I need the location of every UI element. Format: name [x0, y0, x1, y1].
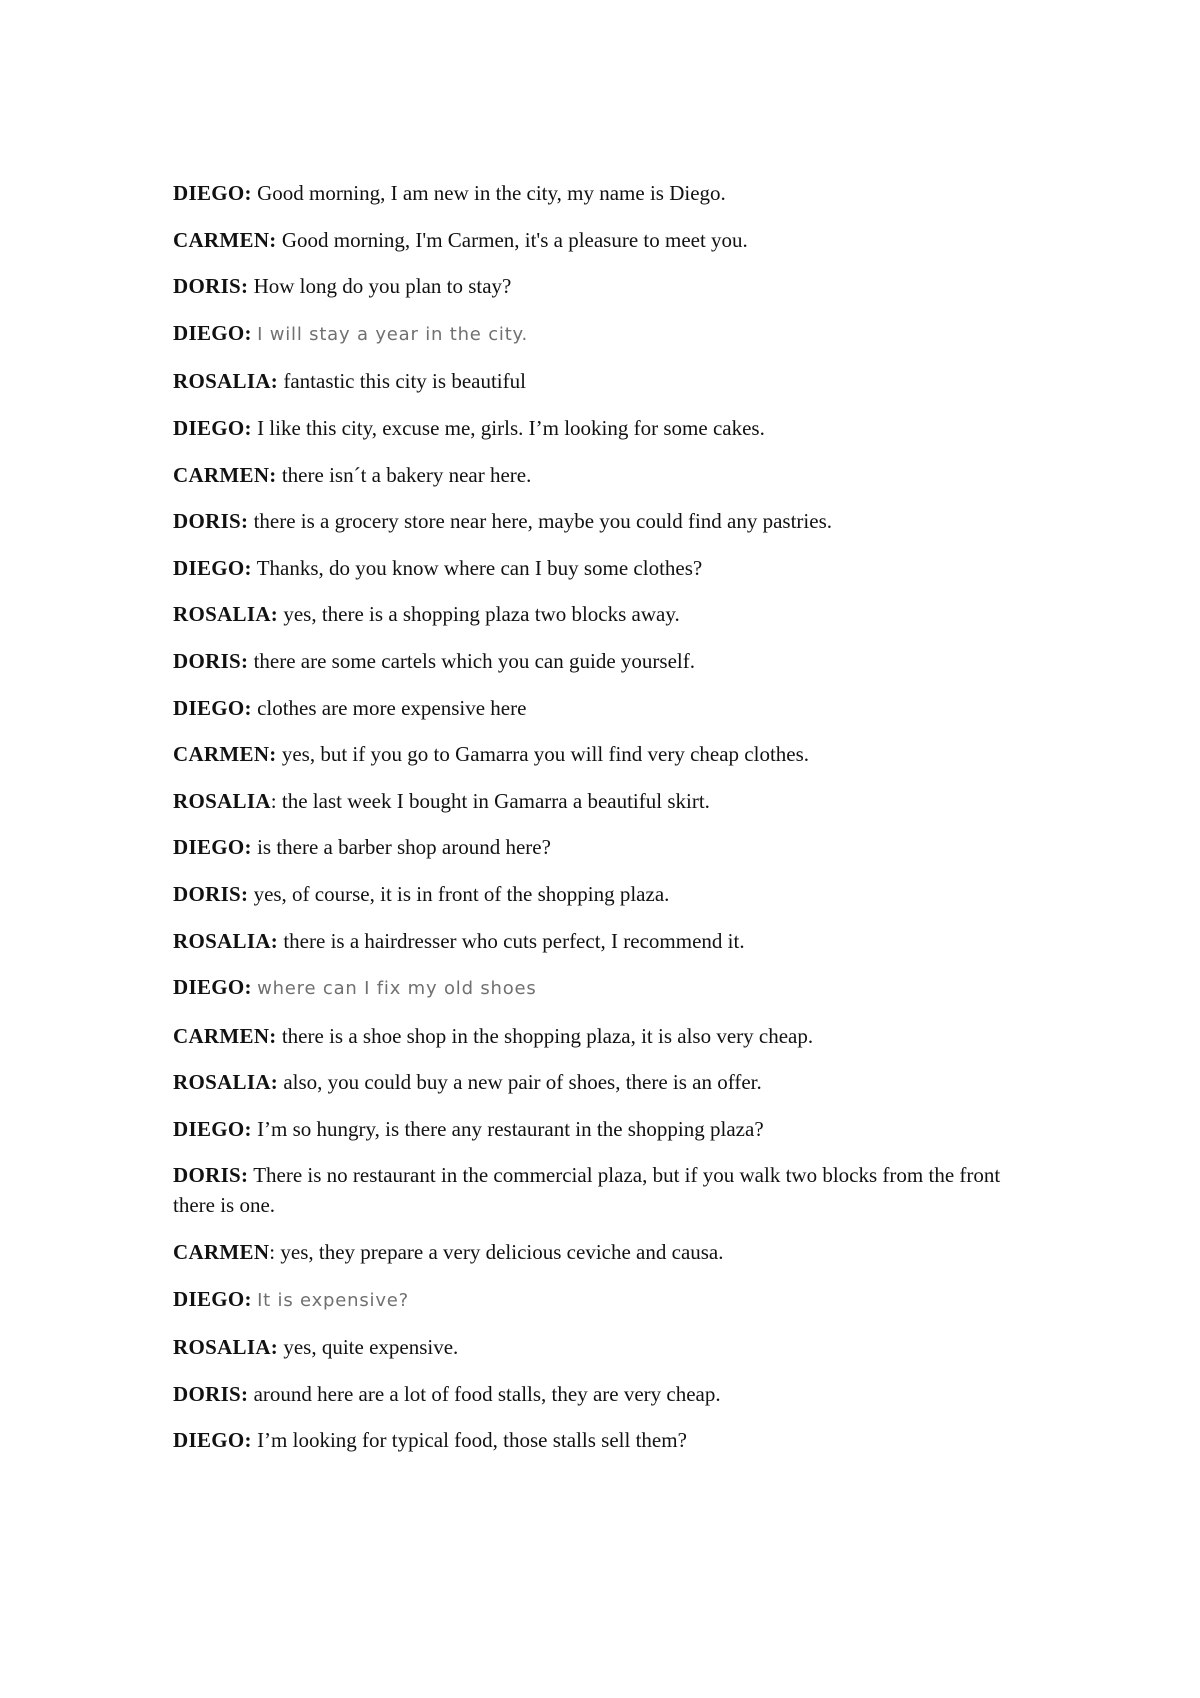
line-text: there are some cartels which you can guide yourself.: [253, 648, 695, 673]
dialogue-line: [173, 553, 1033, 583]
speaker-name: DIEGO:: [173, 415, 252, 440]
speaker-name: DORIS:: [173, 648, 249, 673]
line-text: there isn´t a bakery near here.: [281, 462, 532, 487]
speaker-name: CARMEN: [173, 1240, 270, 1265]
speaker-name: ROSALIA: [173, 788, 271, 813]
dialogue: [173, 178, 1033, 1472]
dialogue-line: [173, 1114, 1033, 1144]
speaker-name: DIEGO:: [173, 181, 252, 205]
line-text: : yes, they prepare a very delicious ceviche and causa.: [269, 1240, 724, 1265]
line-text: also, you could buy a new pair of shoes, there is an offer.: [283, 1070, 762, 1095]
dialogue-line: [173, 879, 1033, 909]
line-text: I’m so hungry, is there any restaurant in the shopping plaza?: [257, 1116, 764, 1141]
speaker-name: DIEGO:: [173, 975, 252, 1000]
line-text: there is a grocery store near here, maybe you could find any pastries.: [253, 509, 833, 534]
line-text: yes, but if you go to Gamarra you will find very cheap clothes.: [281, 742, 810, 767]
dialogue-line: [173, 1379, 1033, 1409]
line-text: Good morning, I am new in the city, my name is Diego.: [257, 181, 726, 205]
line-text: Thanks, do you know where can I buy some clothes?: [256, 555, 703, 580]
line-text: clothes are more expensive here: [257, 695, 527, 720]
line-text: where can I fix my old shoes: [257, 978, 537, 1000]
dialogue-line: [173, 832, 1033, 862]
dialogue-line: [173, 506, 1033, 536]
line-text: I like this city, excuse me, girls. I’m looking for some cakes.: [257, 415, 765, 440]
speaker-name: DIEGO:: [173, 320, 252, 345]
line-text: How long do you plan to stay?: [253, 274, 512, 299]
dialogue-line: [173, 318, 1033, 350]
speaker-name: ROSALIA:: [173, 602, 279, 627]
dialogue-line: [173, 1160, 1033, 1220]
speaker-name: DIEGO:: [173, 1286, 252, 1311]
dialogue-line: [173, 1425, 1033, 1455]
line-text: Good morning, I'm Carmen, it's a pleasure to meet you.: [281, 227, 748, 252]
speaker-name: DORIS:: [173, 509, 249, 534]
speaker-name: CARMEN:: [173, 227, 277, 252]
dialogue-line: [173, 413, 1033, 443]
speaker-name: DORIS:: [173, 881, 249, 906]
speaker-name: DORIS:: [173, 1381, 249, 1406]
dialogue-line: [173, 366, 1033, 396]
line-text: fantastic this city is beautiful: [283, 369, 526, 394]
dialogue-line: [173, 646, 1033, 676]
line-text: is there a barber shop around here?: [257, 835, 551, 860]
line-text: there is a shoe shop in the shopping plaza, it is also very cheap.: [281, 1023, 814, 1048]
speaker-name: ROSALIA:: [173, 1335, 279, 1360]
dialogue-line: [173, 1021, 1033, 1051]
speaker-name: CARMEN:: [173, 462, 277, 487]
speaker-name: DIEGO:: [173, 835, 252, 860]
dialogue-line: [173, 972, 1033, 1004]
line-text: yes, quite expensive.: [283, 1335, 459, 1360]
speaker-name: DORIS:: [173, 1163, 249, 1188]
line-text: I’m looking for typical food, those stalls sell them?: [257, 1428, 687, 1453]
speaker-name: DIEGO:: [173, 1116, 252, 1141]
speaker-name: DIEGO:: [173, 555, 252, 580]
dialogue-line: [173, 739, 1033, 769]
speaker-name: ROSALIA:: [173, 369, 279, 394]
dialogue-line: [173, 1284, 1033, 1316]
dialogue-line: [173, 926, 1033, 956]
speaker-name: ROSALIA:: [173, 928, 279, 953]
dialogue-line: [173, 1237, 1033, 1267]
line-text: around here are a lot of food stalls, they are very cheap.: [253, 1381, 721, 1406]
line-text: I will stay a year in the city.: [257, 323, 528, 345]
line-text: There is no restaurant in the commercial plaza, but if you walk two blocks from the front there is one.: [173, 1163, 1001, 1218]
speaker-name: ROSALIA:: [173, 1070, 279, 1095]
dialogue-line: [173, 460, 1033, 490]
line-text: yes, of course, it is in front of the shopping plaza.: [253, 881, 670, 906]
dialogue-line: [173, 1332, 1033, 1362]
dialogue-line: [173, 1067, 1033, 1097]
line-text: there is a hairdresser who cuts perfect, I recommend it.: [283, 928, 745, 953]
speaker-name: CARMEN:: [173, 742, 277, 767]
speaker-name: DIEGO:: [173, 695, 252, 720]
dialogue-line: [173, 786, 1033, 816]
line-text: It is expensive?: [257, 1289, 410, 1311]
line-text: : the last week I bought in Gamarra a beautiful skirt.: [270, 788, 710, 813]
speaker-name: DORIS:: [173, 274, 249, 299]
speaker-name: DIEGO:: [173, 1428, 252, 1453]
dialogue-line: [173, 225, 1033, 255]
dialogue-line: [173, 178, 1033, 208]
dialogue-line: [173, 599, 1033, 629]
dialogue-line: [173, 271, 1033, 301]
speaker-name: CARMEN:: [173, 1023, 277, 1048]
line-text: yes, there is a shopping plaza two blocks away.: [283, 602, 680, 627]
dialogue-line: [173, 693, 1033, 723]
